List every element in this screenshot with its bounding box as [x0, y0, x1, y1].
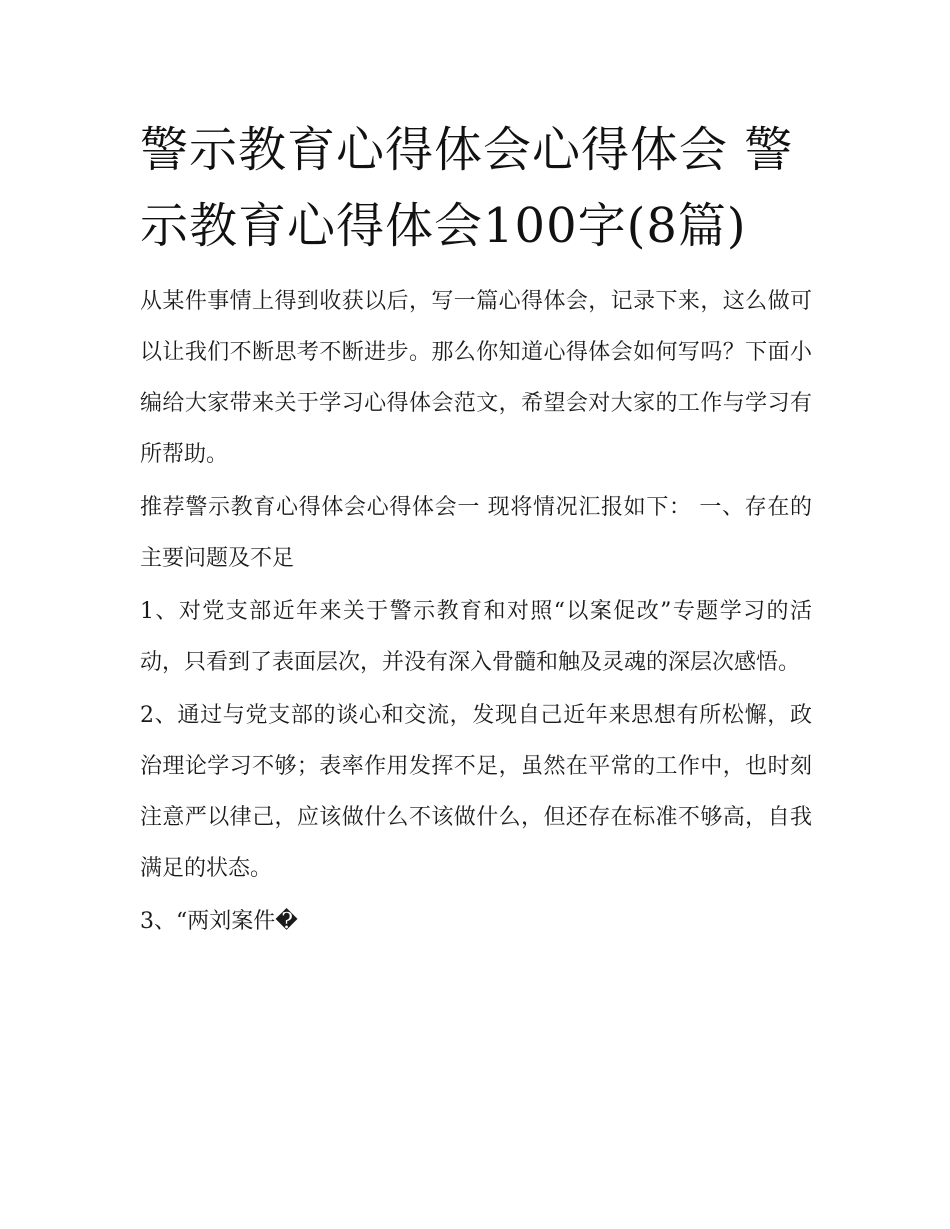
document-body	[140, 276, 812, 947]
list-item-3: 3、“两刘案件�	[140, 909, 298, 934]
intro-paragraph: 从某件事情上得到收获以后，写一篇心得体会，记录下来，这么做可以让我们不断思考不断进步。那么你知道心得体会如何写吗？下面小编给大家带来关于学习心得体会范文，希望会对大家的工作与学习有所帮助。	[140, 289, 812, 467]
list-item-1: 1、对党支部近年来关于警示教育和对照“以案促改”专题学习的活动，只看到了表面层次，并没有深入骨髓和触及灵魂的深层次感悟。	[140, 599, 812, 675]
document-page	[140, 112, 812, 949]
document-title: 警示教育心得体会心得体会 警示教育心得体会100字(8篇)	[140, 122, 794, 254]
list-item-2: 2、通过与党支部的谈心和交流，发现自己近年来思想有所松懈，政治理论学习不够；表率作用发挥不足，虽然在平常的工作中，也时刻注意严以律己，应该做什么不该做什么，但还存在标准不够高，自我满足的状态。	[140, 703, 812, 881]
section-heading-paragraph: 推荐警示教育心得体会心得体会一 现将情况汇报如下： 一、存在的主要问题及不足	[140, 495, 812, 571]
